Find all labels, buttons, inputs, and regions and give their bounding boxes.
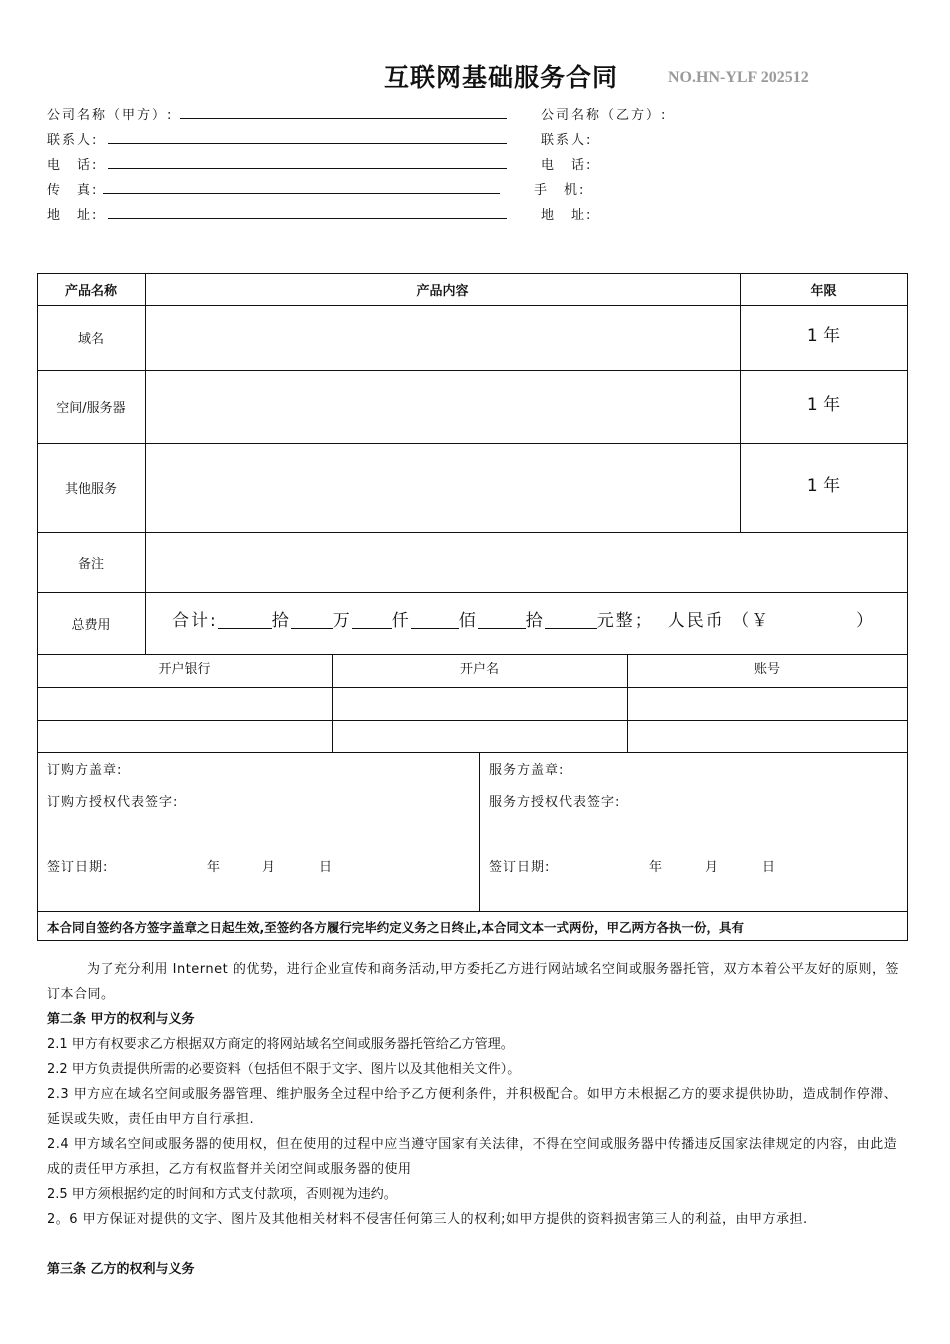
party-b-mobile-label: 手 机: <box>534 183 586 198</box>
bank-cell-bank-2[interactable] <box>38 721 332 752</box>
row-domain-term: 1 年 <box>806 325 841 346</box>
party-b-address-label: 地 址: <box>541 208 593 223</box>
seller-date-month: 月 <box>705 860 720 875</box>
article-2-item-2: 2.2 甲方负责提供所需的必要资料（包括但不限于文字、图片以及其他相关文件）。 <box>47 1062 521 1077</box>
article-3-title: 第三条 乙方的权利与义务 <box>47 1262 195 1277</box>
row-domain-content[interactable] <box>145 305 740 370</box>
article-2-item-4: 2.4 甲方域名空间或服务器的使用权，但在使用的过程中应当遵守国家有关法律，不得在空间或服务器中传播违反国家法律规定的内容，由此造成的责任甲方承担，乙方有权监督并关闭空间或服务器的使用 <box>47 1137 898 1177</box>
party-b-phone-label: 电 话: <box>541 158 593 173</box>
unit-wan: 万 <box>332 611 352 631</box>
header-product-name: 产品名称 <box>64 283 117 299</box>
party-a-address-field[interactable] <box>108 218 507 219</box>
row-other-name: 其他服务 <box>64 482 117 497</box>
intro-paragraph: 为了充分利用 Internet 的优势，进行企业宣传和商务活动,甲方委托乙方进行网站域名空间或服务器托管，双方本着公平友好的原则，签订本合同。 <box>47 962 900 1002</box>
unit-qian: 仟 <box>391 611 411 631</box>
article-2-item-1: 2.1 甲方有权要求乙方根据双方商定的将网站域名空间或服务器托管给乙方管理。 <box>47 1037 514 1052</box>
rmb-close: ） <box>856 611 876 631</box>
row-server-content[interactable] <box>145 370 740 443</box>
total-sum-label: 合计: <box>172 611 218 631</box>
buyer-rep-label: 订购方授权代表签字: <box>47 795 179 810</box>
blank-hundred[interactable] <box>411 612 459 629</box>
unit-shi-2: 拾 <box>525 611 545 631</box>
header-term: 年限 <box>810 283 837 299</box>
bank-header-bank: 开户银行 <box>158 662 211 677</box>
blank-ten[interactable] <box>478 612 526 629</box>
rmb-label: 人民币 （￥ <box>667 611 771 631</box>
buyer-date-month: 月 <box>262 860 277 875</box>
bank-cell-name-2[interactable] <box>333 721 627 752</box>
party-a-phone-field[interactable] <box>108 168 507 169</box>
buyer-date-label: 签订日期: <box>47 860 109 875</box>
row-server-name: 空间/服务器 <box>56 401 126 416</box>
bank-cell-bank-1[interactable] <box>38 688 332 720</box>
remarks-field[interactable] <box>145 532 907 592</box>
seller-date-label: 签订日期: <box>489 860 551 875</box>
blank-thousand[interactable] <box>352 612 392 629</box>
party-a-phone-label: 电 话: <box>47 158 99 173</box>
article-2-item-5: 2.5 甲方须根据约定的时间和方式支付款项，否则视为违约。 <box>47 1187 397 1202</box>
party-b-contact-label: 联系人: <box>541 133 593 148</box>
seller-rep-label: 服务方授权代表签字: <box>489 795 621 810</box>
total-amount-line <box>172 606 875 631</box>
article-2-item-6: 2。6 甲方保证对提供的文字、图片及其他相关材料不侵害任何第三人的权利;如甲方提供的资料损害第三人的利益，由甲方承担. <box>47 1212 808 1227</box>
party-a-contact-label: 联系人: <box>47 133 99 148</box>
party-a-contact-field[interactable] <box>108 143 507 144</box>
remarks-label: 备注 <box>77 556 104 572</box>
bank-cell-number-1[interactable] <box>628 688 907 720</box>
seller-date-year: 年 <box>649 860 664 875</box>
row-server-term: 1 年 <box>806 394 841 415</box>
bank-header-account-name: 开户名 <box>459 662 499 677</box>
buyer-seal-label: 订购方盖章: <box>47 763 123 778</box>
party-a-address-label: 地 址: <box>47 208 99 223</box>
party-a-company-label: 公司名称（甲方）: <box>47 108 174 123</box>
header-product-content: 产品内容 <box>416 283 469 299</box>
party-b-company-label: 公司名称（乙方）: <box>541 108 668 123</box>
row-domain-name: 域名 <box>77 332 104 347</box>
blank-ten-thousand-tens[interactable] <box>218 612 272 629</box>
blank-ten-thousand[interactable] <box>291 612 333 629</box>
unit-bai: 佰 <box>458 611 478 631</box>
validity-note: 本合同自签约各方签字盖章之日起生效,至签约各方履行完毕约定义务之日终止,本合同文本一式两份，甲乙两方各执一份，具有 <box>47 920 744 935</box>
seller-seal-label: 服务方盖章: <box>489 763 565 778</box>
article-2-item-3: 2.3 甲方应在域名空间或服务器管理、维护服务全过程中给予乙方便利条件，并积极配合。如甲方未根据乙方的要求提供协助，造成制作停滞、延误或失败，责任由甲方自行承担. <box>47 1087 898 1127</box>
blank-yuan[interactable] <box>545 612 597 629</box>
buyer-date-day: 日 <box>319 860 334 875</box>
article-2-title: 第二条 甲方的权利与义务 <box>47 1012 195 1027</box>
contract-number: NO.HN-YLF 202512 <box>668 69 809 86</box>
bank-cell-name-1[interactable] <box>333 688 627 720</box>
unit-yuan: 元整； <box>596 611 654 631</box>
buyer-date-year: 年 <box>207 860 222 875</box>
page-title: 互联网基础服务合同 <box>384 63 619 92</box>
party-a-fax-field[interactable] <box>103 193 500 194</box>
unit-shi-1: 拾 <box>271 611 291 631</box>
party-a-fax-label: 传 真: <box>47 183 99 198</box>
seller-date-day: 日 <box>762 860 777 875</box>
row-other-term: 1 年 <box>806 475 841 496</box>
bank-header-account-number: 账号 <box>753 662 780 677</box>
total-label: 总费用 <box>71 617 111 633</box>
bank-cell-number-2[interactable] <box>628 721 907 752</box>
party-a-company-field[interactable] <box>180 118 507 119</box>
row-other-content[interactable] <box>145 443 740 532</box>
